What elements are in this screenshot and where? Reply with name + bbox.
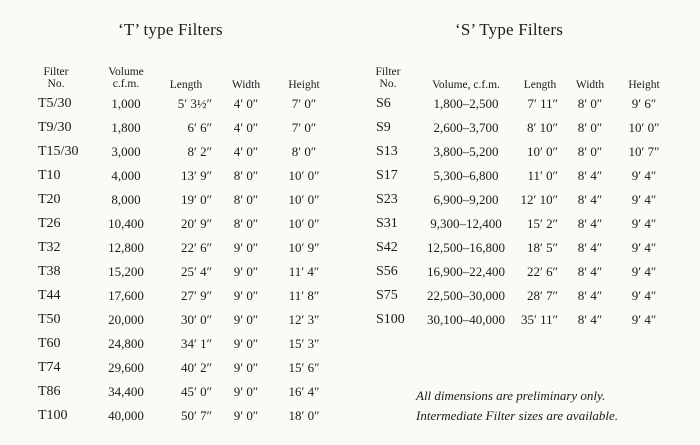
filter-no-cell: T100 bbox=[38, 408, 68, 423]
volume-cell: 6,900–9,200 bbox=[433, 192, 499, 207]
height-cell: 18′ 0″ bbox=[288, 408, 320, 423]
height-cell: 7′ 0″ bbox=[291, 96, 317, 111]
width-cell: 9′ 0″ bbox=[233, 288, 259, 303]
table-row bbox=[356, 264, 700, 284]
length-cell: 18′ 5″ bbox=[526, 240, 558, 255]
length-cell: 30′ 0″ bbox=[180, 312, 212, 327]
height-cell: 9′ 4″ bbox=[631, 288, 657, 303]
t-table-title: ‘T’ type Filters bbox=[118, 20, 223, 39]
table-row bbox=[0, 96, 350, 116]
filter-no-cell: S75 bbox=[376, 288, 398, 303]
table-row bbox=[0, 168, 350, 188]
height-cell: 10′ 9″ bbox=[288, 240, 320, 255]
s-table-title: ‘S’ Type Filters bbox=[455, 20, 564, 39]
table-row bbox=[0, 240, 350, 260]
s-header-length: Length bbox=[523, 79, 557, 91]
height-cell: 11′ 8″ bbox=[288, 288, 320, 303]
t-header-width: Width bbox=[231, 79, 261, 91]
height-cell: 8′ 0″ bbox=[291, 144, 317, 159]
length-cell: 11′ 0″ bbox=[527, 168, 558, 183]
volume-cell: 3,800–5,200 bbox=[433, 144, 499, 159]
length-cell: 7′ 11″ bbox=[527, 96, 558, 111]
length-cell: 45′ 0″ bbox=[180, 384, 212, 399]
width-cell: 8′ 0″ bbox=[233, 168, 259, 183]
length-cell: 25′ 4″ bbox=[180, 264, 212, 279]
height-cell: 16′ 4″ bbox=[288, 384, 320, 399]
table-row bbox=[0, 120, 350, 140]
table-row bbox=[356, 144, 700, 164]
table-row bbox=[0, 288, 350, 308]
width-cell: 8′ 4″ bbox=[577, 192, 603, 207]
volume-cell: 20,000 bbox=[108, 312, 144, 327]
t-header-height: Height bbox=[288, 79, 320, 91]
table-row bbox=[0, 144, 350, 164]
volume-cell: 1,800 bbox=[111, 120, 141, 135]
table-row bbox=[356, 312, 700, 332]
note-intermediate: Intermediate Filter sizes are available. bbox=[416, 408, 619, 423]
width-cell: 8′ 4″ bbox=[577, 240, 603, 255]
s-header-volume: Volume, c.f.m. bbox=[432, 79, 500, 91]
length-cell: 40′ 2″ bbox=[180, 360, 212, 375]
filter-no-cell: T20 bbox=[38, 192, 61, 207]
filter-no-cell: T38 bbox=[38, 264, 61, 279]
table-row bbox=[356, 192, 700, 212]
table-row bbox=[0, 384, 350, 404]
table-row bbox=[0, 264, 350, 284]
length-cell: 34′ 1″ bbox=[180, 336, 212, 351]
filter-no-cell: S23 bbox=[376, 192, 398, 207]
height-cell: 7′ 0″ bbox=[291, 120, 317, 135]
table-row bbox=[356, 120, 700, 140]
filter-no-cell: S17 bbox=[376, 168, 398, 183]
width-cell: 4′ 0″ bbox=[233, 144, 259, 159]
length-cell: 13′ 9″ bbox=[180, 168, 212, 183]
height-cell: 9′ 4″ bbox=[631, 192, 657, 207]
length-cell: 28′ 7″ bbox=[526, 288, 558, 303]
volume-cell: 10,400 bbox=[108, 216, 144, 231]
height-cell: 9′ 4″ bbox=[631, 216, 657, 231]
volume-cell: 15,200 bbox=[108, 264, 144, 279]
s-header-height: Height bbox=[628, 79, 660, 91]
volume-cell: 12,800 bbox=[108, 240, 144, 255]
filter-no-cell: T60 bbox=[38, 336, 61, 351]
filter-no-cell: T10 bbox=[38, 168, 61, 183]
volume-cell: 1,000 bbox=[111, 96, 141, 111]
width-cell: 9′ 0″ bbox=[233, 408, 259, 423]
width-cell: 8′ 4″ bbox=[577, 216, 603, 231]
filter-no-cell: S13 bbox=[376, 144, 398, 159]
filter-no-cell: T50 bbox=[38, 312, 61, 327]
width-cell: 8′ 0″ bbox=[577, 144, 603, 159]
filter-no-cell: S42 bbox=[376, 240, 398, 255]
s-header-filter-no: Filter No. bbox=[375, 66, 401, 90]
width-cell: 8′ 0″ bbox=[233, 192, 259, 207]
height-cell: 9′ 4″ bbox=[631, 264, 657, 279]
filter-no-cell: S100 bbox=[376, 312, 405, 327]
width-cell: 9′ 0″ bbox=[233, 264, 259, 279]
table-row bbox=[0, 336, 350, 356]
length-cell: 5′ 3½″ bbox=[177, 96, 212, 111]
volume-cell: 9,300–12,400 bbox=[430, 216, 502, 231]
volume-cell: 30,100–40,000 bbox=[427, 312, 505, 327]
note-preliminary: All dimensions are preliminary only. bbox=[416, 388, 606, 403]
table-row bbox=[356, 216, 700, 236]
width-cell: 8′ 0″ bbox=[577, 96, 603, 111]
height-cell: 10′ 7″ bbox=[628, 144, 660, 159]
table-row bbox=[356, 168, 700, 188]
filter-no-cell: T44 bbox=[38, 288, 61, 303]
length-cell: 27′ 9″ bbox=[180, 288, 212, 303]
length-cell: 19′ 0″ bbox=[180, 192, 212, 207]
length-cell: 20′ 9″ bbox=[180, 216, 212, 231]
height-cell: 9′ 6″ bbox=[631, 96, 657, 111]
volume-cell: 24,800 bbox=[108, 336, 144, 351]
table-row bbox=[0, 192, 350, 212]
height-cell: 10′ 0″ bbox=[628, 120, 660, 135]
length-cell: 35′ 11″ bbox=[520, 312, 558, 327]
length-cell: 22′ 6″ bbox=[180, 240, 212, 255]
width-cell: 8′ 4″ bbox=[577, 312, 603, 327]
height-cell: 9′ 4″ bbox=[631, 312, 657, 327]
length-cell: 12′ 10″ bbox=[520, 192, 558, 207]
t-header-filter-no: Filter No. bbox=[43, 66, 69, 90]
filter-no-cell: T26 bbox=[38, 216, 61, 231]
volume-cell: 40,000 bbox=[108, 408, 144, 423]
table-row bbox=[0, 312, 350, 332]
width-cell: 8′ 4″ bbox=[577, 288, 603, 303]
length-cell: 50′ 7″ bbox=[180, 408, 212, 423]
filter-no-cell: T9/30 bbox=[38, 120, 72, 135]
volume-cell: 3,000 bbox=[111, 144, 141, 159]
width-cell: 9′ 0″ bbox=[233, 360, 259, 375]
height-cell: 10′ 0″ bbox=[288, 216, 320, 231]
height-cell: 12′ 3″ bbox=[288, 312, 320, 327]
width-cell: 9′ 0″ bbox=[233, 312, 259, 327]
volume-cell: 34,400 bbox=[108, 384, 144, 399]
height-cell: 11′ 4″ bbox=[288, 264, 320, 279]
volume-cell: 16,900–22,400 bbox=[427, 264, 505, 279]
volume-cell: 29,600 bbox=[108, 360, 144, 375]
volume-cell: 4,000 bbox=[111, 168, 141, 183]
height-cell: 9′ 4″ bbox=[631, 168, 657, 183]
table-row bbox=[356, 96, 700, 116]
width-cell: 4′ 0″ bbox=[233, 120, 259, 135]
length-cell: 8′ 10″ bbox=[526, 120, 558, 135]
length-cell: 15′ 2″ bbox=[526, 216, 558, 231]
filter-no-cell: T5/30 bbox=[38, 96, 72, 111]
volume-cell: 12,500–16,800 bbox=[427, 240, 505, 255]
footnotes bbox=[416, 386, 618, 426]
table-row bbox=[356, 240, 700, 260]
filter-no-cell: S9 bbox=[376, 120, 391, 135]
width-cell: 4′ 0″ bbox=[233, 96, 259, 111]
volume-cell: 2,600–3,700 bbox=[433, 120, 499, 135]
table-row bbox=[356, 288, 700, 308]
filter-no-cell: S31 bbox=[376, 216, 398, 231]
volume-cell: 22,500–30,000 bbox=[427, 288, 505, 303]
filter-no-cell: T86 bbox=[38, 384, 61, 399]
height-cell: 15′ 3″ bbox=[288, 336, 320, 351]
height-cell: 15′ 6″ bbox=[288, 360, 320, 375]
filter-no-cell: T15/30 bbox=[38, 144, 79, 159]
volume-cell: 8,000 bbox=[111, 192, 141, 207]
height-cell: 10′ 0″ bbox=[288, 192, 320, 207]
t-header-volume: Volume c.f.m. bbox=[108, 66, 144, 90]
filter-no-cell: S56 bbox=[376, 264, 398, 279]
length-cell: 6′ 6″ bbox=[187, 120, 212, 135]
filter-no-cell: S6 bbox=[376, 96, 391, 111]
volume-cell: 1,800–2,500 bbox=[433, 96, 499, 111]
s-header-width: Width bbox=[575, 79, 605, 91]
width-cell: 9′ 0″ bbox=[233, 384, 259, 399]
width-cell: 8′ 4″ bbox=[577, 264, 603, 279]
height-cell: 10′ 0″ bbox=[288, 168, 320, 183]
table-row bbox=[0, 216, 350, 236]
width-cell: 8′ 0″ bbox=[233, 216, 259, 231]
filter-no-cell: T32 bbox=[38, 240, 61, 255]
length-cell: 8′ 2″ bbox=[187, 144, 212, 159]
length-cell: 10′ 0″ bbox=[526, 144, 558, 159]
width-cell: 8′ 4″ bbox=[577, 168, 603, 183]
t-header-length: Length bbox=[169, 79, 203, 91]
table-row bbox=[0, 408, 350, 428]
length-cell: 22′ 6″ bbox=[526, 264, 558, 279]
height-cell: 9′ 4″ bbox=[631, 240, 657, 255]
volume-cell: 5,300–6,800 bbox=[433, 168, 499, 183]
width-cell: 9′ 0″ bbox=[233, 240, 259, 255]
width-cell: 8′ 0″ bbox=[577, 120, 603, 135]
filter-no-cell: T74 bbox=[38, 360, 61, 375]
volume-cell: 17,600 bbox=[108, 288, 144, 303]
width-cell: 9′ 0″ bbox=[233, 336, 259, 351]
table-row bbox=[0, 360, 350, 380]
